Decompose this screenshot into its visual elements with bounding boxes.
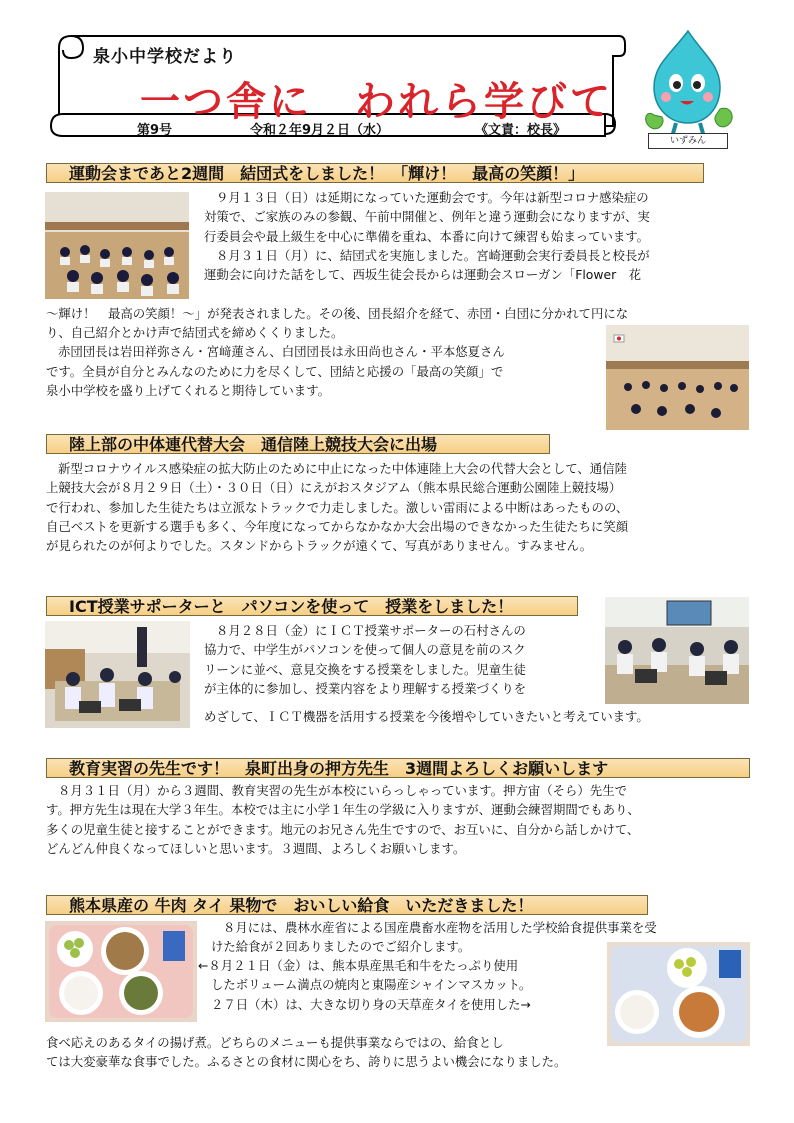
section-sports-day-text-a: [204, 188, 752, 284]
paragraph-line: めざして、ＩＣＴ機器を活用する授業を今後増やしていきたいと考えています。: [204, 709, 649, 724]
paragraph-line: す。押方先生は現在大学３年生。本校では主に小学１年生の学級に入りますが、運動会練習期間でもあり、: [46, 802, 640, 818]
paragraph-line: 食べ応えのあるタイの揚げ煮。どちらのメニューも提供事業ならではの、給食とし: [46, 1035, 504, 1050]
section-heading-sports-day: 運動会まであと2週間 結団式をしました！ 「輝け！ 最高の笑顔！」: [46, 163, 704, 183]
section-heading-student-teacher: 教育実習の先生です！ 泉町出身の押方先生 3週間よろしくお願いします: [46, 758, 750, 778]
paragraph-line: リーンに並べ、意見交換をする授業をしました。児童生徒: [204, 661, 526, 677]
section-ict-class-text-b: [204, 707, 756, 726]
section-heading-school-lunch: 熊本県産の 牛肉 タイ 果物で おいしい給食 いただきました！: [46, 895, 648, 915]
paragraph-line: 多くの児童生徒と接することができます。地元のお兄さん先生ですので、お互いに、自分から話しかけて、: [46, 821, 640, 837]
section-student-teacher-text: [46, 781, 756, 858]
paragraph-line: で行われ、参加した生徒たちは立派なトラックで力走しました。激しい雷雨による中断はあったものの、: [46, 499, 629, 515]
paragraph-line: 泉小中学校を盛り上げてくれると期待しています。: [46, 382, 330, 398]
paragraph-line: 協力で、中学生がパソコンを使って個人の意見を前のスク: [204, 642, 526, 658]
paragraph-line: 上競技大会が８月２９日（土）・３０日（日）にえがおスタジアム（熊本県民総合運動公園陸上競技場）: [46, 480, 622, 496]
paragraph-line: どんどん仲良くなってほしいと思います。３週間、よろしくお願いします。: [46, 840, 466, 856]
newsletter-title: 一つ舎に われら学びて: [140, 79, 613, 125]
masthead: [45, 30, 627, 140]
section-ict-class-text-a: [204, 621, 604, 698]
paragraph-line: ８月３１日（月）から３週間、教育実習の先生が本校にいらっしゃっています。押方宙（そら）先生で: [58, 783, 627, 798]
paragraph-line: ９月１３日（日）は延期になっていた運動会です。今年は新型コロナ感染症の: [216, 190, 649, 205]
paragraph-line: り、自己紹介とかけ声で結団式を締めくくりました。: [46, 325, 344, 340]
paragraph-line: 対策で、ご家族のみの参観、午前中開催と、例年と違う運動会になりますが、実: [204, 209, 650, 225]
paragraph-line: が主体的に参加し、授業内容をより理解する授業づくりを: [204, 680, 527, 696]
paragraph-line: 行委員会や最上級生を中心に準備を重ね、本番に向けて練習も始まっています。: [204, 228, 650, 244]
section-track-meet-text: [46, 459, 756, 555]
paragraph-line: 赤団団長は岩田祥弥さん・宮﨑蓮さん、白団団長は永田尚也さん・平本悠夏さん: [58, 344, 505, 360]
photo-team-ceremony-2: [606, 325, 749, 430]
paragraph-line: ては大変豪華な食事でした。ふるさとの食材に関心をち、誇りに思うよい機会になりました。: [46, 1054, 567, 1069]
paragraph-line: 自己ベストを更新する選手も多く、今年度になってからなかなか大会出場のできなかった生徒たちに笑顔: [46, 518, 629, 534]
newsletter-kicker: 泉小中学校だより: [93, 47, 237, 67]
section-sports-day-text-b: [46, 304, 752, 323]
section-heading-track-meet: 陸上部の中体連代替大会 通信陸上競技大会に出場: [46, 434, 550, 454]
section-school-lunch-text-b: [198, 956, 608, 1014]
issue-author: 《文責：校長》: [475, 123, 567, 138]
photo-team-ceremony-1: [45, 192, 189, 299]
paragraph-line: ８月２８日（金）にＩＣＴ授業サポーターの石村さんの: [216, 623, 526, 638]
section-sports-day-text-c: [46, 323, 602, 400]
mascot-izumin-icon: [640, 25, 738, 145]
paragraph-line: ～輝け！ 最高の笑顔！～」が発表されました。その後、団長紹介を経て、赤団・白団に分かれて円にな: [46, 306, 629, 321]
paragraph-line: 運動会に向けた話をして、西坂生徒会長からは運動会スローガン「Flower 花: [204, 267, 642, 283]
section-school-lunch-text-d: [46, 1052, 756, 1071]
paragraph-line: ←８月２１日（金）は、熊本県産黒毛和牛をたっぷり使用: [198, 958, 519, 973]
photo-lunch-beef: [45, 921, 197, 1022]
paragraph-line: ８月３１日（月）に、結団式を実施しました。宮崎運動会実行委員長と校長が: [216, 247, 650, 263]
paragraph-line: が見られたのが何よりでした。スタンドからトラックが遠くて、写真がありません。すみません。: [46, 538, 593, 554]
paragraph-line: ８月には、農林水産省による国産農畜水産物を活用した学校給食提供事業を受: [223, 920, 657, 935]
paragraph-line: 新型コロナウイルス感染症の拡大防止のために中止になった中体連陸上大会の代替大会として、通信陸: [58, 461, 627, 476]
paragraph-line: したボリューム満点の焼肉と東陽産シャインマスカット。: [211, 977, 532, 993]
mascot-name-label: いずみん: [648, 133, 728, 149]
section-school-lunch-text-c: [46, 1033, 612, 1052]
issue-number: 第9号: [137, 123, 173, 138]
photo-ict-class-1: [45, 621, 190, 728]
photo-lunch-seabream: [607, 942, 750, 1046]
photo-ict-class-2: [605, 597, 749, 704]
paragraph-line: ２７日（木）は、大きな切り身の天草産タイを使用した→: [211, 996, 531, 1012]
paragraph-line: けた給食が２回ありましたのでご紹介します。: [211, 939, 471, 955]
issue-date: 令和２年9月２日（水）: [250, 123, 390, 138]
paragraph-line: です。全員が自分とみんなのために力を尽くして、団結と応援の「最高の笑顔」で: [46, 363, 504, 379]
section-heading-ict-class: ICT授業サポーターと パソコンを使って 授業をしました！: [46, 596, 578, 616]
